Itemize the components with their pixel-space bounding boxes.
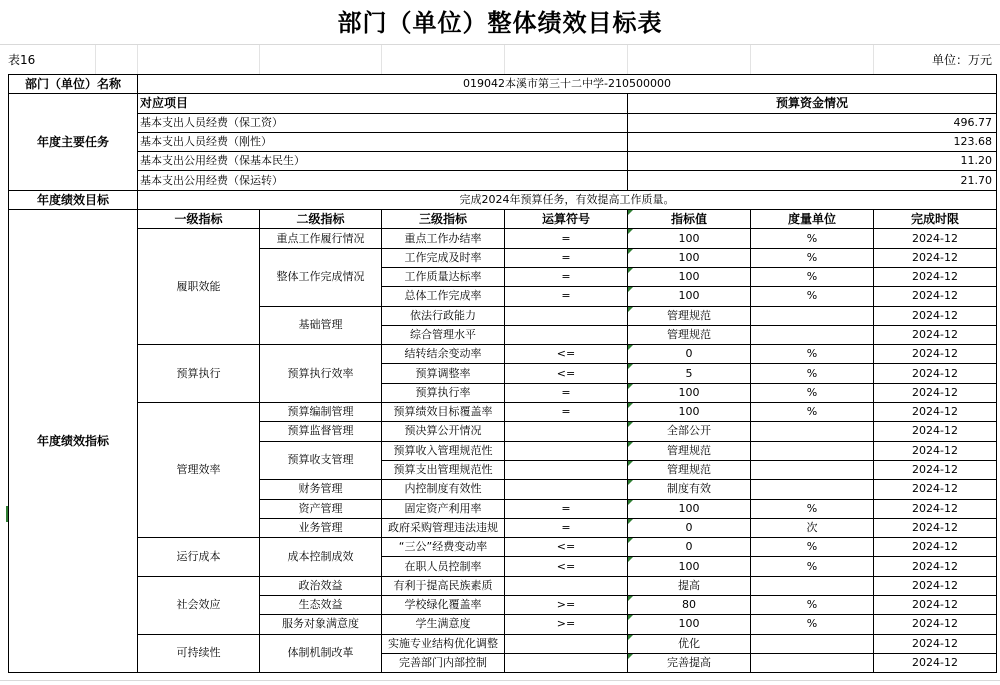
grid-cell[interactable]	[137, 45, 260, 75]
operator-cell[interactable]: =	[505, 248, 628, 267]
table-row	[9, 75, 997, 94]
operator-cell[interactable]: =	[505, 287, 628, 306]
operator-cell[interactable]: =	[505, 383, 628, 402]
grid-cell[interactable]	[95, 45, 138, 75]
level2-indicator[interactable]: 财务管理	[260, 480, 382, 499]
indicator-row	[9, 229, 997, 248]
project-cell[interactable]: 基本支出公用经费（保运转）	[138, 171, 628, 190]
value-cell[interactable]: 80	[628, 596, 751, 615]
level1-indicator[interactable]: 管理效率	[138, 403, 260, 538]
operator-cell[interactable]: >=	[505, 596, 628, 615]
value-cell[interactable]: 100	[628, 287, 751, 306]
unit-header[interactable]: 度量单位	[751, 210, 874, 229]
unit-cell[interactable]: 次	[751, 518, 874, 537]
deadline-cell[interactable]: 2024-12	[874, 615, 997, 634]
value-cell[interactable]: 管理规范	[628, 441, 751, 460]
unit-cell[interactable]: %	[751, 248, 874, 267]
level3-indicator[interactable]: 综合管理水平	[382, 325, 505, 344]
unit-cell[interactable]	[751, 460, 874, 479]
grid-bottom	[0, 680, 1000, 685]
deadline-cell[interactable]: 2024-12	[874, 325, 997, 344]
unit-label: 单位：万元	[931, 53, 992, 67]
level1-indicator[interactable]: 履职效能	[138, 229, 260, 345]
level3-indicator[interactable]: 在职人员控制率	[382, 557, 505, 576]
value-cell[interactable]: 100	[628, 229, 751, 248]
deadline-cell[interactable]: 2024-12	[874, 383, 997, 402]
deadline-cell[interactable]: 2024-12	[874, 557, 997, 576]
unit-cell[interactable]: %	[751, 287, 874, 306]
operator-cell[interactable]	[505, 325, 628, 344]
deadline-cell[interactable]: 2024-12	[874, 403, 997, 422]
project-cell[interactable]: 基本支出公用经费（保基本民生）	[138, 152, 628, 171]
value-cell[interactable]: 管理规范	[628, 460, 751, 479]
level1-indicator[interactable]: 可持续性	[138, 634, 260, 673]
value-cell[interactable]: 完善提高	[628, 653, 751, 672]
unit-cell[interactable]	[751, 653, 874, 672]
operator-cell[interactable]: =	[505, 267, 628, 286]
amount-cell[interactable]: 123.68	[628, 132, 997, 151]
level2-indicator[interactable]: 体制机制改革	[260, 634, 382, 673]
level3-indicator[interactable]: 预决算公开情况	[382, 422, 505, 441]
unit-cell[interactable]	[751, 634, 874, 653]
operator-cell[interactable]: =	[505, 229, 628, 248]
cell-cursor-marker	[6, 506, 8, 522]
performance-table	[8, 74, 997, 673]
unit-cell[interactable]	[751, 422, 874, 441]
table-row	[9, 94, 997, 113]
operator-cell[interactable]	[505, 422, 628, 441]
level3-indicator[interactable]: 结转结余变动率	[382, 345, 505, 364]
level3-indicator[interactable]: 工作质量达标率	[382, 267, 505, 286]
value-cell[interactable]: 提高	[628, 576, 751, 595]
amount-cell[interactable]: 21.70	[628, 171, 997, 190]
level3-indicator[interactable]: 预算收入管理规范性	[382, 441, 505, 460]
indicator-row	[9, 634, 997, 653]
operator-cell[interactable]	[505, 634, 628, 653]
value-cell[interactable]: 5	[628, 364, 751, 383]
operator-cell[interactable]: =	[505, 499, 628, 518]
operator-cell[interactable]: >=	[505, 615, 628, 634]
value-cell[interactable]: 100	[628, 383, 751, 402]
deadline-cell[interactable]: 2024-12	[874, 345, 997, 364]
unit-cell[interactable]: %	[751, 345, 874, 364]
table-row	[9, 132, 997, 151]
unit-cell[interactable]: %	[751, 538, 874, 557]
deadline-cell[interactable]: 2024-12	[874, 518, 997, 537]
info-row	[0, 44, 1000, 75]
goal-text[interactable]: 完成2024年预算任务，有效提高工作质量。	[138, 190, 997, 209]
level2-indicator[interactable]: 预算监督管理	[260, 422, 382, 441]
value-cell[interactable]: 管理规范	[628, 306, 751, 325]
operator-cell[interactable]	[505, 480, 628, 499]
level2-indicator[interactable]: 基础管理	[260, 306, 382, 345]
level3-indicator[interactable]: 内控制度有效性	[382, 480, 505, 499]
operator-cell[interactable]: <=	[505, 557, 628, 576]
level3-indicator[interactable]: 预算调整率	[382, 364, 505, 383]
unit-cell[interactable]: %	[751, 383, 874, 402]
value-cell[interactable]: 100	[628, 615, 751, 634]
level2-indicator[interactable]: 业务管理	[260, 518, 382, 537]
amount-cell[interactable]: 496.77	[628, 113, 997, 132]
operator-cell[interactable]: <=	[505, 345, 628, 364]
value-cell[interactable]: 0	[628, 518, 751, 537]
operator-cell[interactable]	[505, 306, 628, 325]
grid-cell[interactable]	[504, 45, 628, 75]
level2-header[interactable]: 二级指标	[260, 210, 382, 229]
operator-cell[interactable]: <=	[505, 538, 628, 557]
level1-indicator[interactable]: 运行成本	[138, 538, 260, 577]
deadline-cell[interactable]: 2024-12	[874, 267, 997, 286]
table-row	[9, 210, 997, 229]
value-cell[interactable]: 100	[628, 557, 751, 576]
unit-cell[interactable]: %	[751, 229, 874, 248]
level1-header[interactable]: 一级指标	[138, 210, 260, 229]
deadline-cell[interactable]: 2024-12	[874, 248, 997, 267]
level2-indicator[interactable]: 生态效益	[260, 596, 382, 615]
deadline-cell[interactable]: 2024-12	[874, 576, 997, 595]
dept-label[interactable]: 部门（单位）名称	[9, 75, 138, 94]
amount-cell[interactable]: 11.20	[628, 152, 997, 171]
indicator-row	[9, 576, 997, 595]
table-number: 表16	[8, 53, 36, 67]
value-cell[interactable]: 制度有效	[628, 480, 751, 499]
deadline-cell[interactable]: 2024-12	[874, 287, 997, 306]
section-label[interactable]: 年度主要任务	[9, 94, 138, 190]
indicator-row	[9, 345, 997, 364]
level2-indicator[interactable]: 政治效益	[260, 576, 382, 595]
deadline-cell[interactable]: 2024-12	[874, 364, 997, 383]
project-cell[interactable]: 基本支出人员经费（刚性）	[138, 132, 628, 151]
level2-indicator[interactable]: 整体工作完成情况	[260, 248, 382, 306]
value-cell[interactable]: 优化	[628, 634, 751, 653]
level3-indicator[interactable]: 学生满意度	[382, 615, 505, 634]
level3-indicator[interactable]: 预算执行率	[382, 383, 505, 402]
unit-cell[interactable]: %	[751, 596, 874, 615]
level2-indicator[interactable]: 服务对象满意度	[260, 615, 382, 634]
level3-indicator[interactable]: “三公”经费变动率	[382, 538, 505, 557]
operator-cell[interactable]: <=	[505, 364, 628, 383]
value-cell[interactable]: 100	[628, 499, 751, 518]
indicator-row	[9, 403, 997, 422]
unit-cell[interactable]: %	[751, 403, 874, 422]
grid-cell[interactable]	[750, 45, 874, 75]
level2-indicator[interactable]: 预算执行效率	[260, 345, 382, 403]
value-cell[interactable]: 100	[628, 248, 751, 267]
level2-indicator[interactable]: 预算收支管理	[260, 441, 382, 480]
operator-cell[interactable]: =	[505, 518, 628, 537]
table-row	[9, 190, 997, 209]
level1-indicator[interactable]: 预算执行	[138, 345, 260, 403]
unit-cell[interactable]	[751, 441, 874, 460]
deadline-cell[interactable]: 2024-12	[874, 538, 997, 557]
level3-indicator[interactable]: 预算支出管理规范性	[382, 460, 505, 479]
operator-cell[interactable]	[505, 460, 628, 479]
table-row	[9, 171, 997, 190]
unit-cell[interactable]	[751, 576, 874, 595]
level3-indicator[interactable]: 预算绩效目标覆盖率	[382, 403, 505, 422]
operator-cell[interactable]	[505, 653, 628, 672]
value-cell[interactable]: 管理规范	[628, 325, 751, 344]
value-cell[interactable]: 0	[628, 345, 751, 364]
level3-indicator[interactable]: 总体工作完成率	[382, 287, 505, 306]
dept-name[interactable]: 019042本溪市第三十二中学-210500000	[138, 75, 997, 94]
level3-indicator[interactable]: 有利于提高民族素质	[382, 576, 505, 595]
deadline-header[interactable]: 完成时限	[874, 210, 997, 229]
operator-header[interactable]: 运算符号	[505, 210, 628, 229]
deadline-cell[interactable]: 2024-12	[874, 596, 997, 615]
level2-indicator[interactable]: 预算编制管理	[260, 403, 382, 422]
deadline-cell[interactable]: 2024-12	[874, 499, 997, 518]
project-cell[interactable]: 基本支出人员经费（保工资）	[138, 113, 628, 132]
unit-cell[interactable]: %	[751, 499, 874, 518]
indicator-row	[9, 538, 997, 557]
level3-indicator[interactable]: 依法行政能力	[382, 306, 505, 325]
operator-cell[interactable]	[505, 576, 628, 595]
level3-indicator[interactable]: 学校绿化覆盖率	[382, 596, 505, 615]
grid-cell[interactable]	[259, 45, 382, 75]
unit-cell[interactable]	[751, 306, 874, 325]
value-header[interactable]: 指标值	[628, 210, 751, 229]
level3-header[interactable]: 三级指标	[382, 210, 505, 229]
level3-indicator[interactable]: 重点工作办结率	[382, 229, 505, 248]
deadline-cell[interactable]: 2024-12	[874, 480, 997, 499]
column-header[interactable]: 对应项目	[138, 94, 628, 113]
level3-indicator[interactable]: 工作完成及时率	[382, 248, 505, 267]
page-title: 部门（单位）整体绩效目标表	[337, 9, 663, 37]
unit-cell[interactable]: %	[751, 557, 874, 576]
operator-cell[interactable]: =	[505, 403, 628, 422]
deadline-cell[interactable]: 2024-12	[874, 229, 997, 248]
table-row	[9, 152, 997, 171]
grid-cell[interactable]	[627, 45, 751, 75]
value-cell[interactable]: 0	[628, 538, 751, 557]
level1-indicator[interactable]: 社会效应	[138, 576, 260, 634]
deadline-cell[interactable]: 2024-12	[874, 653, 997, 672]
unit-cell[interactable]: %	[751, 364, 874, 383]
value-cell[interactable]: 100	[628, 267, 751, 286]
deadline-cell[interactable]: 2024-12	[874, 306, 997, 325]
unit-cell[interactable]: %	[751, 267, 874, 286]
level3-indicator[interactable]: 完善部门内部控制	[382, 653, 505, 672]
level2-indicator[interactable]: 资产管理	[260, 499, 382, 518]
deadline-cell[interactable]: 2024-12	[874, 460, 997, 479]
value-cell[interactable]: 全部公开	[628, 422, 751, 441]
column-header[interactable]: 预算资金情况	[628, 94, 997, 113]
goal-label[interactable]: 年度绩效目标	[9, 190, 138, 209]
section-label[interactable]: 年度绩效指标	[9, 210, 138, 673]
unit-cell[interactable]	[751, 480, 874, 499]
value-cell[interactable]: 100	[628, 403, 751, 422]
level3-indicator[interactable]: 实施专业结构优化调整	[382, 634, 505, 653]
operator-cell[interactable]	[505, 441, 628, 460]
grid-cell[interactable]	[381, 45, 505, 75]
table-row	[9, 113, 997, 132]
level2-indicator[interactable]: 重点工作履行情况	[260, 229, 382, 248]
deadline-cell[interactable]: 2024-12	[874, 422, 997, 441]
level3-indicator[interactable]: 政府采购管理违法违规	[382, 518, 505, 537]
deadline-cell[interactable]: 2024-12	[874, 634, 997, 653]
unit-cell[interactable]	[751, 325, 874, 344]
level2-indicator[interactable]: 成本控制成效	[260, 538, 382, 577]
level3-indicator[interactable]: 固定资产利用率	[382, 499, 505, 518]
deadline-cell[interactable]: 2024-12	[874, 441, 997, 460]
unit-cell[interactable]: %	[751, 615, 874, 634]
